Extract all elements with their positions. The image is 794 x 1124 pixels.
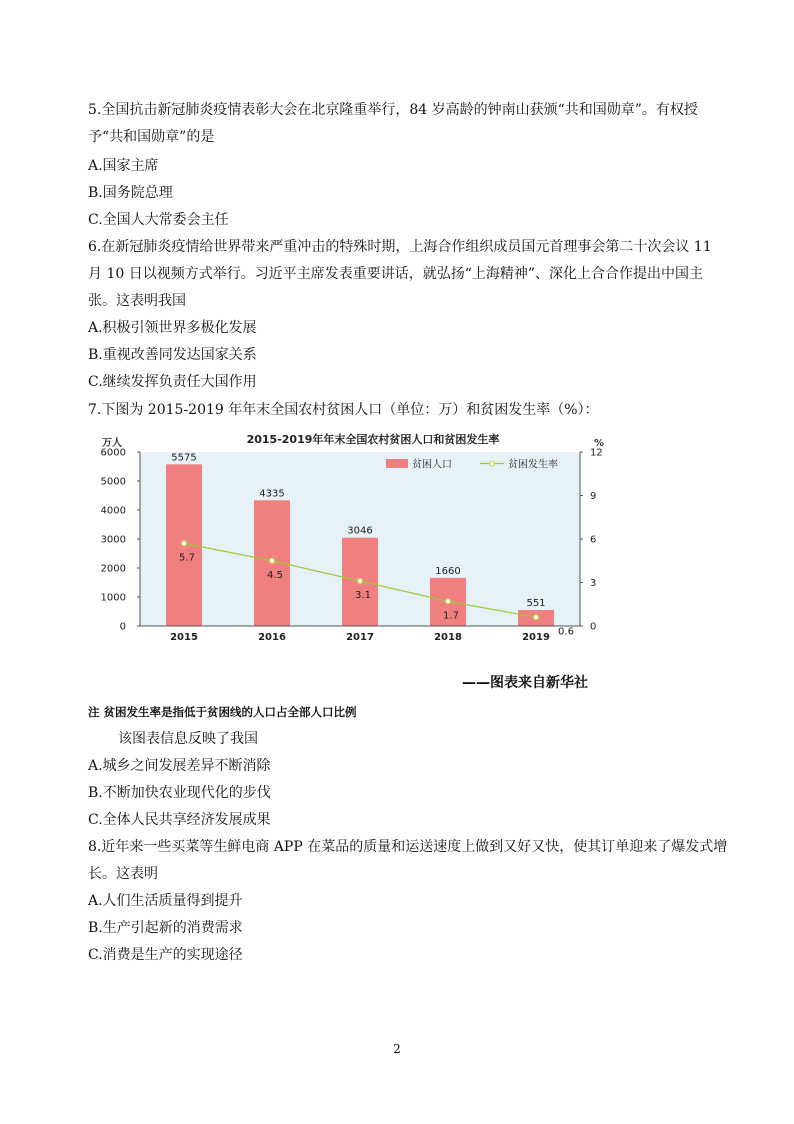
q5-option-a: A.国家主席 xyxy=(88,158,159,174)
y-right-tick-label: 3 xyxy=(590,578,597,589)
q6-line-2: 月 10 日以视频方式举行。习近平主席发表重要讲话，就弘扬“上海精神”、深化上合合作提出中国主 xyxy=(88,266,704,282)
y-right-tick-label: 0 xyxy=(590,621,597,633)
y-left-tick-label: 1000 xyxy=(100,592,126,604)
chart-note: 注 贫困发生率是指低于贫困线的人口占全部人口比例 xyxy=(88,705,357,719)
y-right-tick-label: 6 xyxy=(590,534,597,546)
chart-title: 2015-2019年年末全国农村贫困人口和贫困发生率 xyxy=(246,433,500,446)
q6-option-a: A.积极引领世界多极化发展 xyxy=(88,320,257,336)
q6-line-1: 6.在新冠肺炎疫情给世界带来严重冲击的特殊时期，上海合作组织成员国元首理事会第二十次会议 11 xyxy=(88,239,712,255)
bar-value-label: 1660 xyxy=(435,565,461,577)
q5-line-2: 予“共和国勋章”的是 xyxy=(88,129,215,145)
q7-option-a: A.城乡之间发展差异不断消除 xyxy=(88,758,271,774)
bar-value-label: 551 xyxy=(526,598,546,610)
x-tick-label: 2016 xyxy=(258,632,286,643)
rate-point-2015 xyxy=(182,541,187,546)
x-tick-label: 2017 xyxy=(346,632,374,643)
page-number: 2 xyxy=(393,1042,401,1056)
y-right-tick-label: 9 xyxy=(590,491,597,502)
rate-point-2016 xyxy=(270,558,275,563)
q7-intro: 7.下图为 2015-2019 年年末全国农村贫困人口（单位：万）和贫困发生率（%）： xyxy=(88,402,599,418)
y-axis-right-label: % xyxy=(594,438,605,449)
y-left-tick-label: 3000 xyxy=(100,534,126,546)
q5-option-b: B.国务院总理 xyxy=(88,185,173,201)
q8-line-2: 长。这表明 xyxy=(88,866,158,882)
rate-value-label: 5.7 xyxy=(179,552,195,564)
legend-marker-rate xyxy=(490,461,495,466)
rate-point-2019 xyxy=(534,615,539,620)
bar-value-label: 5575 xyxy=(171,452,197,464)
x-tick-label: 2019 xyxy=(522,632,550,643)
q6-option-b: B.重视改善同发达国家关系 xyxy=(88,347,257,363)
y-left-tick-label: 5000 xyxy=(100,476,126,488)
q7-option-c: C.全体人民共享经济发展成果 xyxy=(88,812,271,828)
q8-option-a: A.人们生活质量得到提升 xyxy=(88,893,243,909)
q7-option-b: B.不断加快农业现代化的步伐 xyxy=(88,785,271,801)
poverty-chart-svg xyxy=(88,428,618,658)
y-right-tick-label: 12 xyxy=(590,447,603,459)
y-left-tick-label: 4000 xyxy=(100,505,126,517)
rate-value-label: 1.7 xyxy=(443,610,459,622)
bar-value-label: 4335 xyxy=(259,488,285,500)
x-tick-label: 2018 xyxy=(434,632,462,643)
q5-line-1: 5.全国抗击新冠肺炎疫情表彰大会在北京隆重举行，84 岁高龄的钟南山获颁“共和国勋章”。有权授 xyxy=(88,102,698,118)
q7-stem: 该图表信息反映了我国 xyxy=(118,731,258,747)
rate-value-label: 0.6 xyxy=(558,626,574,638)
rate-point-2017 xyxy=(358,579,363,584)
q5-option-c: C.全国人大常委会主任 xyxy=(88,212,229,228)
legend-label-population: 贫困人口 xyxy=(412,459,452,471)
q8-option-c: C.消费是生产的实现途径 xyxy=(88,947,243,963)
q8-line-1: 8.近年来一些买菜等生鲜电商 APP 在菜品的质量和运送速度上做到又好又快，使其订单迎来了爆发式增 xyxy=(88,839,728,855)
rate-value-label: 3.1 xyxy=(355,590,371,602)
chart-source: ——图表来自新华社 xyxy=(462,675,588,691)
q8-option-b: B.生产引起新的消费需求 xyxy=(88,920,243,936)
legend-label-rate: 贫困发生率 xyxy=(508,459,558,471)
rate-point-2018 xyxy=(446,599,451,604)
y-axis-left-label: 万人 xyxy=(102,438,122,449)
q6-option-c: C.继续发挥负责任大国作用 xyxy=(88,374,257,390)
legend-swatch-population xyxy=(386,459,408,468)
rate-value-label: 4.5 xyxy=(267,569,283,581)
q6-line-3: 张。这表明我国 xyxy=(88,293,186,309)
x-tick-label: 2015 xyxy=(170,632,198,643)
y-left-tick-label: 6000 xyxy=(100,447,126,459)
y-left-tick-label: 2000 xyxy=(100,563,126,575)
y-left-tick-label: 0 xyxy=(119,621,126,633)
bar-value-label: 3046 xyxy=(347,525,373,537)
poverty-chart xyxy=(88,428,618,658)
